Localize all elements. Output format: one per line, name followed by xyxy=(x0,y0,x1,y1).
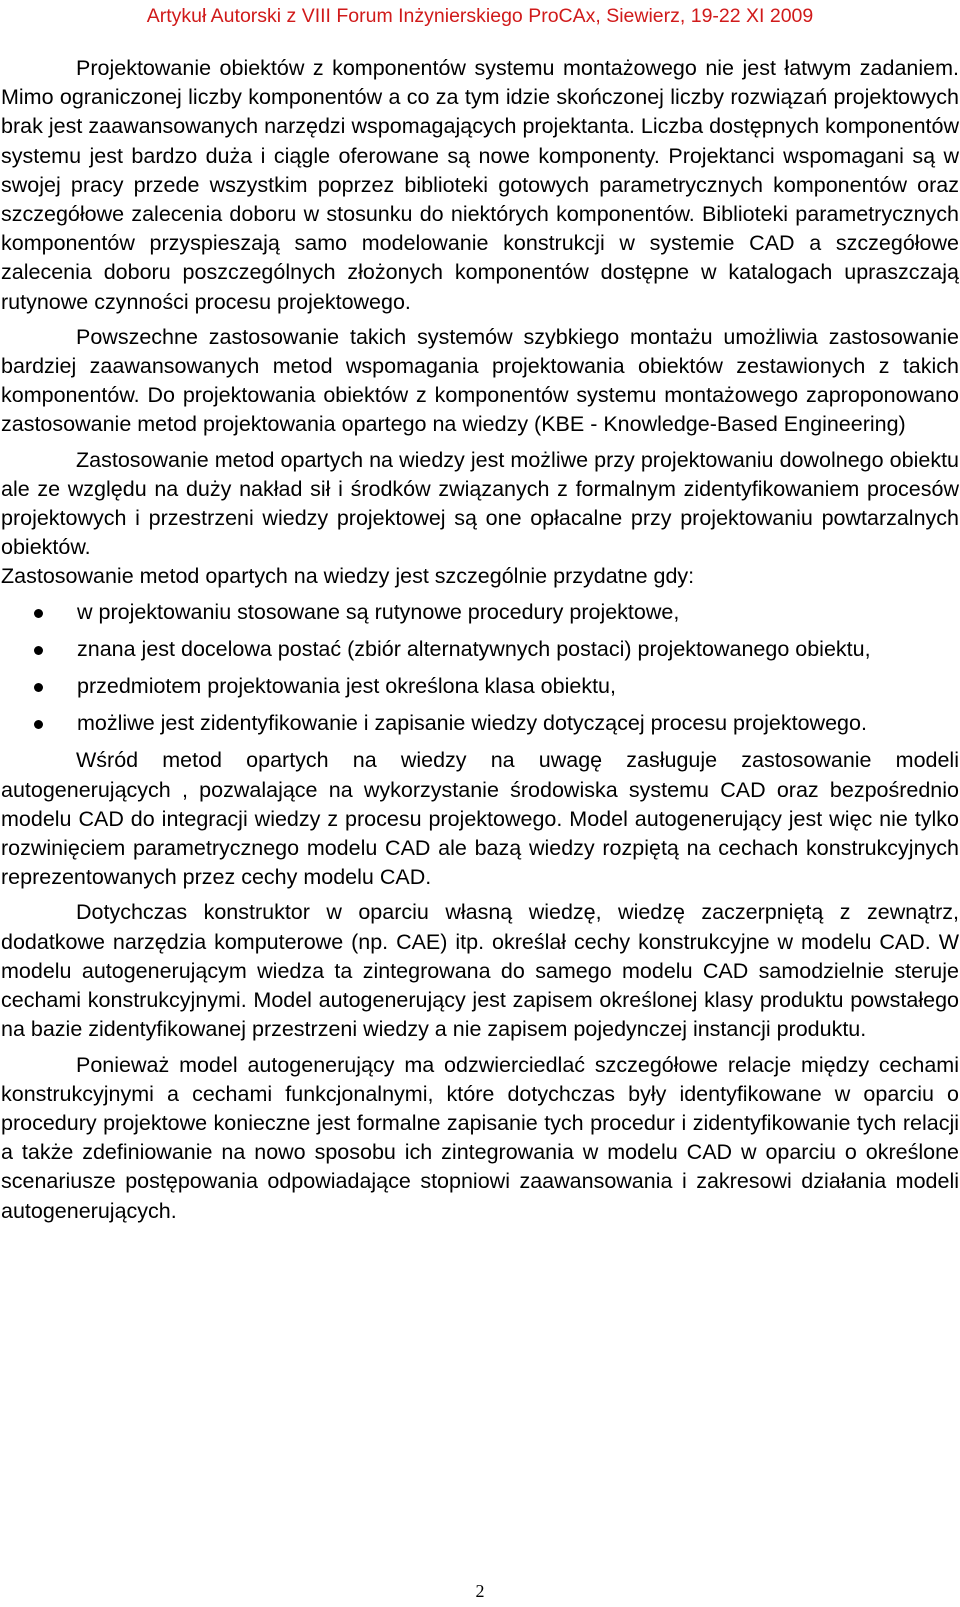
list-intro: Zastosowanie metod opartych na wiedzy jest szczególnie przydatne gdy: xyxy=(1,564,695,589)
list-item xyxy=(1,672,959,701)
paragraph-5: Dotychczas konstruktor w oparciu własną wiedzę, wiedzę zaczerpniętą z zewnątrz, dodatkowe narzędzia komputerowe (np. CAE) itp. określał cechy konstrukcyjne w modelu CAD. W modelu autogenerującym wiedza ta zintegrowana do samego modelu CAD samodzielnie steruje cechami konstrukcyjnymi. Model autogenerujący jest zapisem określonej klasy produktu powstałego na bazie zidentyfikowanej przestrzeni wiedzy a nie zapisem pojedynczej instancji produktu. xyxy=(1,900,959,1042)
bullet-icon xyxy=(34,683,43,692)
bullet-icon xyxy=(34,609,43,618)
conference-header: Artykuł Autorski z VIII Forum Inżynierskiego ProCAx, Siewierz, 19-22 XI 2009 xyxy=(146,5,814,27)
paragraph-4: Wśród metod opartych na wiedzy na uwagę zasługuje zastosowanie modeli autogenerujących , pozwalające na wykorzystanie środowiska systemu CAD oraz bezpośrednio modelu CAD do integracji wiedzy z procesu projektowego. Model autogenerujący jest więc nie tylko rozwinięciem parametrycznego modelu CAD ale bazą wiedzy rozpiętą na cechach konstrukcyjnych reprezentowanych przez cechy modelu CAD. xyxy=(1,748,959,890)
page-number: 2 xyxy=(475,1581,485,1601)
list-item-text: w projektowaniu stosowane są rutynowe procedury projektowe, xyxy=(77,599,680,624)
bullet-icon xyxy=(34,720,43,729)
paragraph-2: Powszechne zastosowanie takich systemów szybkiego montażu umożliwia zastosowanie bardziej zaawansowanych metod wspomagania projektowania obiektów zestawionych z takich komponentów. Do projektowania obiektów z komponentów systemu montażowego zaproponowano zastosowanie metod projektowania opartego na wiedzy (KBE - Knowledge-Based Engineering) xyxy=(1,324,959,437)
list-item xyxy=(1,598,959,627)
list-item-text: możliwe jest zidentyfikowanie i zapisanie wiedzy dotyczącej procesu projektowego. xyxy=(77,711,867,736)
criteria-list xyxy=(1,598,959,739)
list-item xyxy=(1,709,959,738)
paragraph-1: Projektowanie obiektów z komponentów systemu montażowego nie jest łatwym zadaniem. Mimo ograniczonej liczby komponentów a co za tym idzie skończonej liczby rozwiązań projektowych brak jest zaawansowanych narzędzi wspomagających projektanta. Liczba dostępnych komponentów systemu jest bardzo duża i ciągle oferowane są nowe komponenty. Projektanci wspomagani są w swojej pracy przede wszystkim poprzez biblioteki gotowych parametrycznych komponentów oraz szczegółowe zalecenia doboru w stosunku do niektórych komponentów. Biblioteki parametrycznych komponentów przyspieszają samo modelowanie konstrukcji w systemie CAD a szczegółowe zalecenia doboru poszczególnych złożonych komponentów dostępne w katalogach upraszczają rutynowe czynności procesu projektowego. xyxy=(1,56,959,314)
list-item-text: znana jest docelowa postać (zbiór alternatywnych postaci) projektowanego obiektu, xyxy=(77,636,871,661)
article-body xyxy=(1,54,959,1226)
list-item xyxy=(1,635,959,664)
paragraph-3: Zastosowanie metod opartych na wiedzy jest możliwe przy projektowaniu dowolnego obiektu ale ze względu na duży nakład sił i środków związanych z formalnym zidentyfikowaniem procesów projektowych i przestrzeni wiedzy projektowej są one opłacalne przy projektowaniu powtarzalnych obiektów. xyxy=(1,447,959,560)
list-item-text: przedmiotem projektowania jest określona klasa obiektu, xyxy=(77,674,616,699)
bullet-icon xyxy=(34,646,43,655)
paragraph-6: Ponieważ model autogenerujący ma odzwierciedlać szczegółowe relacje między cechami konstrukcyjnymi a cechami funkcjonalnymi, które dotychczas były identyfikowane w oparciu o procedury projektowe konieczne jest formalne zapisanie tych procedur i zidentyfikowanie tych relacji a także zdefiniowanie na nowo sposobu ich zintegrowania w modelu CAD w oparciu o określone scenariusze postępowania odpowiadające stopniowi zaawansowania i zakresowi działania modeli autogenerujących. xyxy=(1,1052,959,1223)
